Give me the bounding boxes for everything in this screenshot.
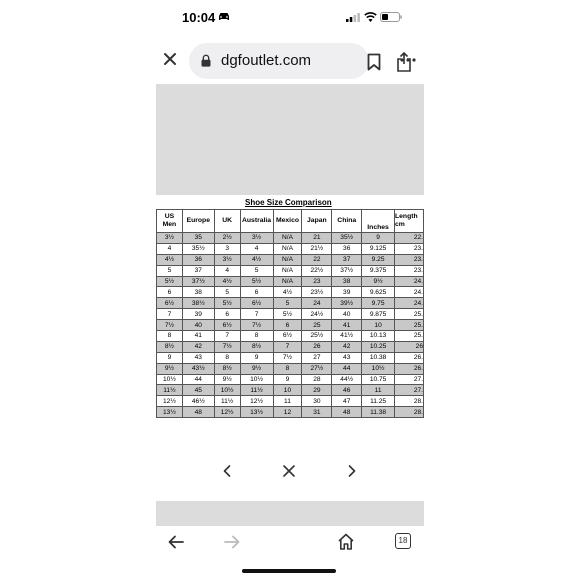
table-cell: 37 (332, 254, 362, 265)
table-cell: 9.875 (362, 309, 395, 320)
table-cell: 25 (302, 320, 332, 331)
table-cell: 9 (362, 233, 395, 244)
table-cell: 26. (395, 363, 424, 374)
column-header: China (332, 210, 362, 233)
table-cell: 11½ (240, 385, 273, 396)
table-cell: 23½ (302, 287, 332, 298)
table-cell: 5½ (157, 276, 183, 287)
table-cell: 48 (332, 407, 362, 418)
table-cell: 11 (362, 385, 395, 396)
table-cell: N/A (273, 243, 302, 254)
table-cell: 21 (302, 233, 332, 244)
table-cell: 42 (332, 341, 362, 352)
table-cell: 10.13 (362, 331, 395, 342)
cellular-signal-icon (346, 13, 360, 22)
url-field[interactable] (189, 43, 369, 79)
table-cell: 23. (395, 243, 424, 254)
table-cell: 12½ (214, 407, 240, 418)
back-arrow-icon[interactable] (168, 535, 184, 549)
table-cell: 44½ (332, 374, 362, 385)
table-row (157, 363, 424, 374)
table-row (157, 374, 424, 385)
table-cell: 7 (273, 341, 302, 352)
table-cell: 8 (240, 331, 273, 342)
table-cell: 9.375 (362, 265, 395, 276)
table-cell: 10.38 (362, 352, 395, 363)
more-options-icon[interactable] (400, 58, 416, 62)
table-cell: 37½ (182, 276, 214, 287)
table-cell: 24. (395, 276, 424, 287)
table-cell: 4½ (157, 254, 183, 265)
table-cell: 23. (395, 265, 424, 276)
table-cell: 37½ (332, 265, 362, 276)
table-cell: 9.625 (362, 287, 395, 298)
table-cell: 42 (182, 341, 214, 352)
bookmark-icon[interactable] (367, 53, 381, 71)
table-cell: 7½ (157, 320, 183, 331)
table-cell: 11.25 (362, 396, 395, 407)
table-cell: 7½ (214, 341, 240, 352)
table-cell: 9½ (240, 363, 273, 374)
table-cell: 25. (395, 320, 424, 331)
phone-screen (156, 0, 424, 580)
table-cell: 10½ (240, 374, 273, 385)
table-cell: 22 (302, 254, 332, 265)
table-cell: 5½ (273, 309, 302, 320)
table-cell: 38½ (182, 298, 214, 309)
table-cell: 9 (240, 352, 273, 363)
table-cell: 8½ (214, 363, 240, 374)
home-icon[interactable] (338, 533, 354, 550)
table-row (157, 385, 424, 396)
table-cell: 11½ (157, 385, 183, 396)
column-header: Japan (302, 210, 332, 233)
table-cell: 35 (182, 233, 214, 244)
table-cell: 8 (273, 363, 302, 374)
table-cell: 40 (182, 320, 214, 331)
table-cell: 6½ (273, 331, 302, 342)
table-cell: 27½ (302, 363, 332, 374)
table-row (157, 396, 424, 407)
previous-icon[interactable] (223, 465, 231, 477)
table-cell: 40 (332, 309, 362, 320)
table-cell: 3½ (157, 233, 183, 244)
table-cell: 8½ (157, 341, 183, 352)
table-cell: 12½ (157, 396, 183, 407)
table-cell: 39 (332, 287, 362, 298)
table-cell: 29 (302, 385, 332, 396)
table-cell: 9½ (214, 374, 240, 385)
table-cell: 5½ (214, 298, 240, 309)
table-cell: 9.75 (362, 298, 395, 309)
image-viewer (156, 84, 424, 526)
chart-title: Shoe Size Comparison (245, 198, 332, 207)
table-cell: 3½ (214, 254, 240, 265)
table-cell: 5 (273, 298, 302, 309)
table-cell: 28 (302, 374, 332, 385)
table-cell: 45 (182, 385, 214, 396)
table-cell: 9½ (362, 276, 395, 287)
table-cell: 6½ (240, 298, 273, 309)
table-cell: 7 (214, 331, 240, 342)
bottom-toolbar (156, 526, 424, 560)
table-cell: 39½ (332, 298, 362, 309)
table-row (157, 309, 424, 320)
table-row (157, 320, 424, 331)
table-cell: 11½ (214, 396, 240, 407)
table-cell: 38 (332, 276, 362, 287)
table-cell: 30 (302, 396, 332, 407)
table-cell: 26 (302, 341, 332, 352)
table-cell: 4 (157, 243, 183, 254)
table-row (157, 243, 424, 254)
table-cell: 6 (214, 309, 240, 320)
table-cell: 24 (302, 298, 332, 309)
table-cell: 21½ (302, 243, 332, 254)
table-cell: 5 (214, 287, 240, 298)
table-cell: 35½ (332, 233, 362, 244)
table-cell: 44 (332, 363, 362, 374)
table-cell: 6½ (214, 320, 240, 331)
table-row (157, 352, 424, 363)
table-cell: 48 (182, 407, 214, 418)
table-cell: 43 (182, 352, 214, 363)
table-cell: 35½ (182, 243, 214, 254)
table-cell: 39 (182, 309, 214, 320)
size-chart-image (156, 195, 424, 501)
table-cell: 9.25 (362, 254, 395, 265)
column-header: Length cm (395, 210, 424, 233)
column-header: Europe (182, 210, 214, 233)
table-cell: 25. (395, 331, 424, 342)
close-viewer-icon[interactable] (283, 465, 295, 477)
share-icon[interactable] (396, 52, 412, 72)
table-row (157, 298, 424, 309)
status-time: 10:04 (182, 10, 216, 25)
table-cell: 44 (182, 374, 214, 385)
table-cell: 11 (273, 396, 302, 407)
table-cell: 8 (214, 352, 240, 363)
table-cell: 4 (240, 243, 273, 254)
address-bar (156, 40, 424, 82)
table-cell: N/A (273, 265, 302, 276)
table-cell: 6 (240, 287, 273, 298)
table-cell: 24½ (302, 309, 332, 320)
table-cell: 47 (332, 396, 362, 407)
table-cell: 28. (395, 407, 424, 418)
viewer-controls (156, 460, 424, 480)
table-cell: 23. (395, 254, 424, 265)
table-cell: 27. (395, 385, 424, 396)
battery-icon (380, 12, 402, 22)
table-cell: 10½ (214, 385, 240, 396)
table-cell: 26. (395, 352, 424, 363)
table-cell: 4½ (273, 287, 302, 298)
table-cell: 10½ (362, 363, 395, 374)
table-cell: 5½ (240, 276, 273, 287)
column-header: UK (214, 210, 240, 233)
table-row (157, 276, 424, 287)
table-cell: 22. (395, 233, 424, 244)
table-cell: 22½ (302, 265, 332, 276)
table-cell: 5 (240, 265, 273, 276)
table-row (157, 407, 424, 418)
table-cell: 27. (395, 374, 424, 385)
table-cell: 5 (157, 265, 183, 276)
table-cell: 9 (273, 374, 302, 385)
column-header: US Men (157, 210, 183, 233)
header-row (157, 210, 424, 233)
size-chart-table (156, 209, 424, 418)
close-icon[interactable] (162, 51, 178, 67)
table-row (157, 265, 424, 276)
table-cell: 12 (273, 407, 302, 418)
table-cell: 11.38 (362, 407, 395, 418)
table-cell: 7½ (273, 352, 302, 363)
table-cell: 36 (332, 243, 362, 254)
table-cell: 3 (214, 243, 240, 254)
table-cell: 8½ (240, 341, 273, 352)
next-icon[interactable] (348, 465, 356, 477)
table-cell: 24. (395, 287, 424, 298)
forward-arrow-icon[interactable] (224, 535, 240, 549)
column-header: Mexico (273, 210, 302, 233)
table-cell: 25. (395, 309, 424, 320)
table-cell: 9½ (157, 363, 183, 374)
table-cell: 6 (273, 320, 302, 331)
home-indicator (242, 569, 336, 573)
table-row (157, 287, 424, 298)
table-cell: N/A (273, 276, 302, 287)
table-cell: 10.25 (362, 341, 395, 352)
table-cell: 31 (302, 407, 332, 418)
table-row (157, 341, 424, 352)
table-row (157, 331, 424, 342)
table-cell: 25½ (302, 331, 332, 342)
table-cell: N/A (273, 254, 302, 265)
table-cell: 4 (214, 265, 240, 276)
table-cell: 2½ (214, 233, 240, 244)
table-cell: 12½ (240, 396, 273, 407)
table-cell: 38 (182, 287, 214, 298)
table-cell: 10½ (157, 374, 183, 385)
table-cell: 6½ (157, 298, 183, 309)
table-cell: 4½ (214, 276, 240, 287)
table-cell: 23 (302, 276, 332, 287)
table-cell: 10 (273, 385, 302, 396)
table-cell: 26 (395, 341, 424, 352)
table-cell: 41½ (332, 331, 362, 342)
table-row (157, 254, 424, 265)
table-cell: 27 (302, 352, 332, 363)
table-cell: 8 (157, 331, 183, 342)
column-header: Australia (240, 210, 273, 233)
table-cell: 13½ (240, 407, 273, 418)
table-cell: 9.125 (362, 243, 395, 254)
car-icon (218, 12, 230, 21)
table-cell: 6 (157, 287, 183, 298)
table-cell: 3½ (240, 233, 273, 244)
table-row (157, 233, 424, 244)
table-cell: N/A (273, 233, 302, 244)
table-cell: 10 (362, 320, 395, 331)
table-cell: 46 (332, 385, 362, 396)
table-cell: 41 (182, 331, 214, 342)
table-cell: 9 (157, 352, 183, 363)
url-text: dgfoutlet.com (221, 52, 312, 69)
table-cell: 46½ (182, 396, 214, 407)
lock-icon (201, 54, 211, 67)
tabs-button[interactable]: 18 (395, 533, 411, 549)
table-cell: 13½ (157, 407, 183, 418)
table-cell: 4½ (240, 254, 273, 265)
wifi-icon (364, 11, 377, 22)
table-cell: 24. (395, 298, 424, 309)
table-cell: 43½ (182, 363, 214, 374)
status-bar (156, 0, 424, 34)
table-cell: 37 (182, 265, 214, 276)
table-cell: 36 (182, 254, 214, 265)
table-cell: 28. (395, 396, 424, 407)
table-cell: 43 (332, 352, 362, 363)
table-cell: 7 (157, 309, 183, 320)
table-cell: 41 (332, 320, 362, 331)
table-cell: 10.75 (362, 374, 395, 385)
table-cell: 7½ (240, 320, 273, 331)
column-header: Inches (362, 210, 395, 233)
table-cell: 7 (240, 309, 273, 320)
